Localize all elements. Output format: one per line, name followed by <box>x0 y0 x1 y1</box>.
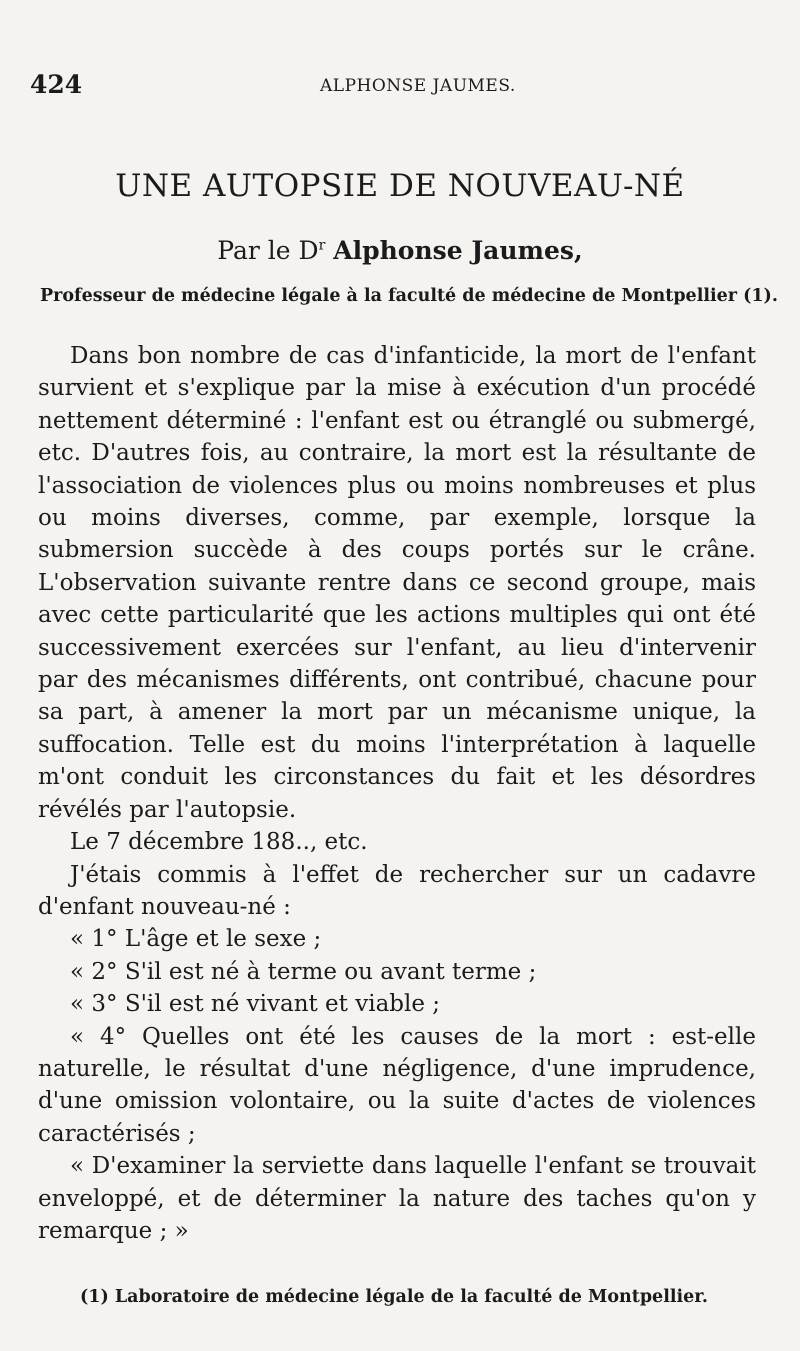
paragraph-intro: Dans bon nombre de cas d'infanticide, la mort de l'enfant survient et s'explique par la mise à exécution d'un procédé nettement déterminé : l'enfant est ou étranglé ou submergé, etc. D'autres fois, au contraire, la mort est la résultante de l'association de violences plus ou moins nombreuses et plus ou moins diverses, comme, par exemple, lorsque la submersion succède à des coups portés sur le crâne. L'observation suivante rentre dans ce second groupe, mais avec cette particularité que les actions multiples qui ont été successivement exercées sur l'enfant, au lieu d'intervenir par des mécanismes différents, ont contribué, chacune pour sa part, à amener la mort par un mécanisme unique, la suffocation. Telle est du moins l'interprétation à laquelle m'ont conduit les circonstances du fait et les désordres révélés par l'autopsie. <box>38 343 756 823</box>
byline-superscript: r <box>318 237 326 254</box>
body-text <box>38 340 756 1247</box>
running-title: ALPHONSE JAUMES. <box>320 76 516 96</box>
paragraph-item-4: « 4° Quelles ont été les causes de la mort : est-elle naturelle, le résultat d'une négligence, d'une imprudence, d'une omission volontaire, ou la suite d'actes de violences caractérisés ; <box>38 1023 756 1147</box>
running-head <box>30 70 740 104</box>
author-affiliation: Professeur de médecine légale à la faculté de médecine de Montpellier (1). <box>40 286 778 306</box>
paragraph-commission: J'étais commis à l'effet de rechercher sur un cadavre d'enfant nouveau-né : <box>38 861 756 920</box>
paragraph-item-2: « 2° S'il est né à terme ou avant terme ; <box>70 958 537 985</box>
article-title: UNE AUTOPSIE DE NOUVEAU-NÉ <box>115 168 685 204</box>
paragraph-item-3: « 3° S'il est né vivant et viable ; <box>70 991 441 1018</box>
page-number: 424 <box>30 70 83 99</box>
author-name: Alphonse Jaumes, <box>333 236 583 265</box>
byline <box>0 236 800 265</box>
footnote: (1) Laboratoire de médecine légale de la faculté de Montpellier. <box>80 1287 708 1307</box>
paragraph-date: Le 7 décembre 188.., etc. <box>70 829 368 856</box>
paragraph-towel: « D'examiner la serviette dans laquelle l'enfant se trouvait enveloppé, et de déterminer la nature des taches qu'on y remarque ; » <box>38 1153 756 1244</box>
paragraph-item-1: « 1° L'âge et le sexe ; <box>70 926 322 953</box>
byline-prefix: Par le D <box>217 236 319 265</box>
